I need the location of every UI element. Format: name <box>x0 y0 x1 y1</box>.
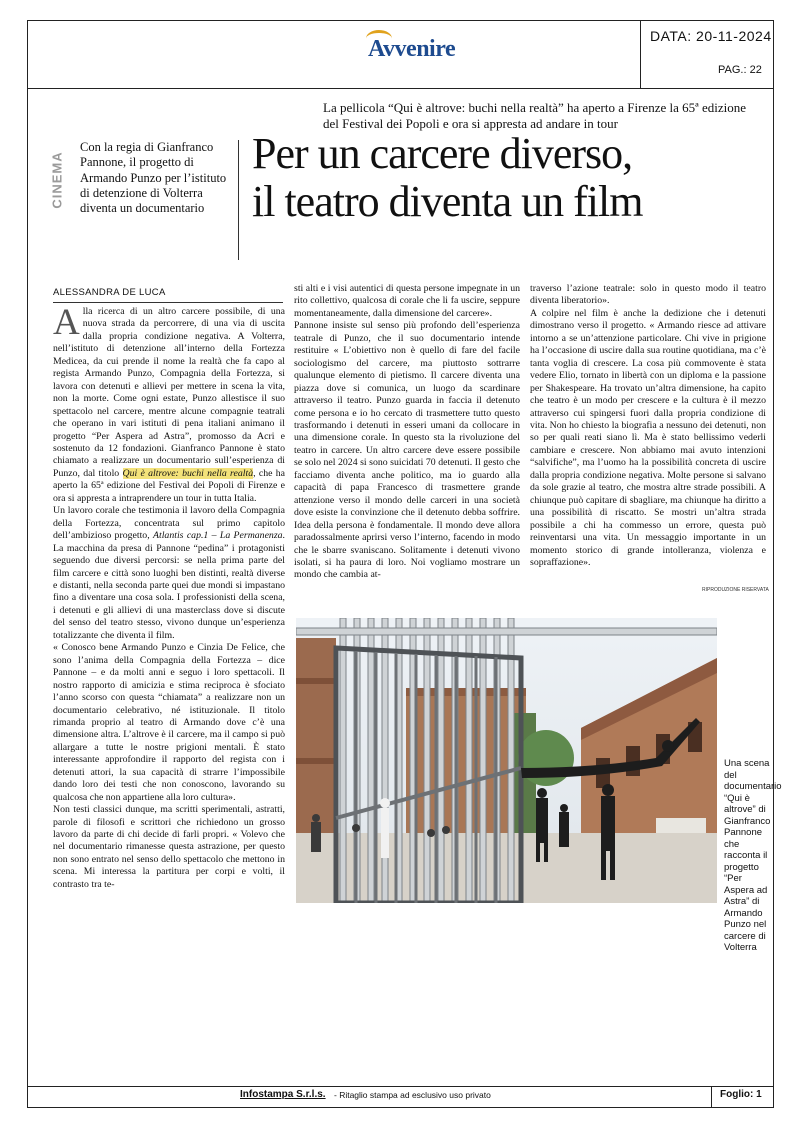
photo-caption: Una scena del documentario “Qui è altrove” di Gianfranco Pannone che racconta il progetto “Per Aspera ad Astra” di Armando Punzo nel carcere di Volterra <box>724 758 782 953</box>
text-run: Qui è altrove <box>122 467 176 479</box>
footer-separator <box>711 1086 712 1108</box>
photo-credit: RIPRODUZIONE RISERVATA <box>702 587 769 593</box>
article-column-2 <box>294 283 520 582</box>
author-byline: ALESSANDRA DE LUCA <box>53 287 166 298</box>
title-line-2: il teatro diventa un film <box>252 177 643 226</box>
text-run: Un lavoro corale che testimonia il lavoro della Compagnia della Fortezza, concentrata sul primo capitolo dell’ambizioso progetto, <box>53 505 285 542</box>
paragraph: Pannone insiste sul senso più profondo dell’esperienza teatrale di Punzo, che il suo documentario intende restituire « L’obiettivo non è quello di fare del facile sociologismo del carcere, ma piuttosto sottrarre qualunque elemento di pietismo. Il carcere diventa una piazza dove si comunica, un luogo da scardinare attraverso il teatro. Punzo guarda in faccia il detenuto come persona e io ho cercato di trasmettere tutto questo trasformando i detenuti in esseri umani da collocare in una dimensione corale. In questo sta la rivoluzione del teatro in carcere. Un altro carcere deve essere possibile se solo nel 2024 si sono suicidati 70 detenuti. Il gesto che facciamo diventa anche politico, ma io guardo alla capacità di papa Francesco di trasmettere grande attenzione verso il mondo delle carceri in una società dove esiste la convinzione che il detenuto debba soffrire. Idea della persona è fondamentale. Il mondo deve allora paradossalmente aprirsi verso l’interno, facendo in modo che le sbarre svaniscano. Solitamente i detenuti vivono isolati, si ha paura di loro. Noi vogliamo mostrare un mondo che cambia at- <box>294 320 520 581</box>
header-separator <box>640 20 641 88</box>
paragraph: sti alti e i visi autentici di questa persone impegnate in un rito collettivo, qualcosa di corale che li fa uscire, seppure momentaneamente, dalla dimensione del carcere». <box>294 283 520 319</box>
article-kicker: La pellicola “Qui è altrove: buchi nella realtà” ha aperto a Firenze la 65ª edizione del Festival dei Popoli e ora si appresta ad andare in tour <box>323 100 746 131</box>
footer-notice: - Ritaglio stampa ad esclusivo uso privato <box>334 1090 491 1100</box>
paragraph <box>53 302 285 505</box>
clipping-date: DATA: 20-11-2024 <box>650 28 772 44</box>
paragraph: « Conosco bene Armando Punzo e Cinzia De Felice, che sono l’anima della Compagnia della Fortezza – dice Pannone – e da molti anni e seguo i loro spettacoli. Il nostro rapporto di amicizia e stima reciproca è sfociato l’anno scorso con questa “chiamata” a realizzare non un documentario celebrativo, né istituzionale. Il titolo rimanda proprio al teatro di Armando dove c’è una dimensione altra. L’altrove è il carcere, ma il campo si può allargare a tutte le nostre prigioni mentali. È stato interessante approfondire il rapporto del regista con i detenuti attori, la sua capacità di strarre l’impossibile dando loro dei testi che non conoscono, lavorando su qualcosa che non appartiene alla loro cultura». <box>53 642 285 803</box>
paragraph: A colpire nel film è anche la dedizione che i detenuti dimostrano verso il progetto. « Armando riesce ad attivare intorno a se un’attenzione particolare. Chi vive in prigione ha l’occasione di uscire dalla sua routine quotidiana, ma c’è tanta voglia di crescere. La cosa più commovente è stata vedere Elio, tornato in libertà con un diploma e la passione per Shakespeare. Ha trovato un’altra dimensione, ha capito che teatro è un modo per crescere e la cultura è il mezzo attraverso cui spingersi fuori dalla propria condizione di vita. Non ho chiesto la biografia a nessuno dei detenuti, non so per quali reati siano lì. Ma è stato bellissimo vederli cambiare e crescere. Non abbiamo mai avuto intenzioni “salvifiche”, ma l’uomo ha la possibilità concreta di uscire dalla propria condizione negativa. Molte persone si salvano da sole grazie al teatro, che mostra altre strade possibili. A chiunque può capitare di sbagliare, ma chiunque ha diritto a una possibilità di riscatto. Se mostri un’altra strada possibile a chi ha commesso un errore, questa può reinventarsi una vita. Un messaggio importante in un momento storico di grande intolleranza, violenza e sopraffazione». <box>530 307 766 568</box>
title-line-1: Per un carcere diverso, <box>252 129 633 178</box>
text-run: lla ricerca di un altro carcere possibile, di una nuova strada da percorrere, di una via di uscita dalla propria condizione negativa. A Volterra, nell’istituto di detenzione all’interno della Fortezza Medicea, da cui prende il nome la realtà che fa capo al regista Armando Punzo, Compagnia della Fortezza, si lavora con detenuti e allievi per mettere in scena la vita, non la morte. Come ogni estate, Punzo allestisce il suo spettacolo nel carcere, mentre alcune compagnie teatrali che operano in vari istituti di pena italiani animano il progetto “Per Aspera ad Astra”, promosso da Acri e sostenuto da 12 fondazioni. Gianfranco Pannone è stato chiamato a realizzare un documentario sull’esperienza di Punzo, dal titolo <box>53 306 285 479</box>
footer-company: Infostampa S.r.l.s. <box>240 1089 326 1100</box>
text-run: Atlantis cap.1 – La Permanenza <box>153 530 283 542</box>
newspaper-logo: Avvenire <box>368 36 455 63</box>
footer-divider <box>27 1086 774 1087</box>
article-summary: Con la regia di Gianfranco Pannone, il progetto di Armando Punzo per l’istituto di detenzione di Volterra diventa un documentario <box>80 140 227 216</box>
category-label: CINEMA <box>49 151 65 209</box>
paragraph: Non testi classici dunque, ma scritti sperimentali, astratti, parole di filosofi e scrittori che richiedono un grosso lavoro da parte di chi decide di farli propri. « Volevo che nel documentario rimanesse questa astrazione, per questo non sono entrato nel senso dello spettacolo che mettono in scena. Mi interessa la partitura per corpi e volti, il contrasto tra te- <box>53 804 285 890</box>
article-photo <box>296 618 717 903</box>
paragraph: traverso l’azione teatrale: solo in questo modo il teatro diventa liberatorio». <box>530 283 766 307</box>
highlighted-title <box>123 468 254 479</box>
summary-divider <box>238 140 239 260</box>
text-run: . La macchina da presa di Pannone “pedina” i protagonisti seguendo due diversi percorsi: se nella prima parte del film carcere e città sono luoghi ben distinti, realtà diverse e distanti, nella seconda parte quei due mondi si impastano fino a diventare una cosa sola. I professionisti della scena, i detenuti e gli allievi di una masterclass dove si discute del senso del teatro stesso, vivono dunque un’esperienza totalizzante che diventa il film. <box>53 530 285 641</box>
article-column-1 <box>53 302 285 891</box>
page-number: PAG.: 22 <box>718 64 762 76</box>
drop-cap: A <box>53 302 80 343</box>
article-title <box>252 130 772 226</box>
header-divider <box>27 88 774 89</box>
text-run: , che ha aperto la 65ª edizione del Festival dei Popoli di Firenze e ora si appresta a intraprendere un tour in tutta Italia. <box>53 467 285 504</box>
clipping-footer <box>27 1086 774 1108</box>
theater-scene-image <box>296 618 717 903</box>
article-column-3 <box>530 283 766 569</box>
text-run: : buchi nella realtà <box>175 467 254 479</box>
paragraph <box>53 505 285 642</box>
byline-rule <box>53 302 283 303</box>
sheet-number: Foglio: 1 <box>720 1089 762 1100</box>
